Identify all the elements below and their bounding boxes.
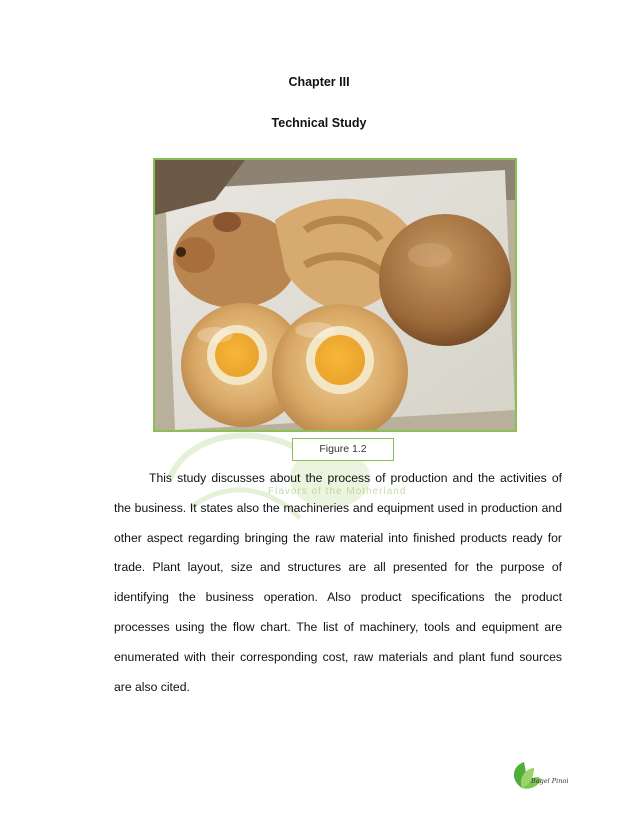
chapter-heading: Chapter III [288,75,350,89]
footer-logo-text: Bagel Pinoi [531,777,569,785]
watermark-text: Flavors of the Motherland [268,486,407,497]
footer-logo-leaf-icon [508,758,568,792]
body-paragraph [114,464,562,702]
bread-photo [153,158,517,432]
bread-photo-illustration [155,160,515,430]
figure-caption: Figure 1.2 [292,438,394,461]
body-paragraph-text: This study discusses about the process of production and the activities of the business. It states also the machineries and equipment used in production and other aspect regarding bringing the raw material into finished products ready for trade. Plant layout, size and structures are all presented for the purpose of identifying the business operation. Also product specifications the product processes using the flow chart. The list of machinery, tools and equipment are enumerated with their corresponding cost, raw materials and plant fund sources are also cited. [114,471,562,694]
section-title: Technical Study [271,116,367,130]
